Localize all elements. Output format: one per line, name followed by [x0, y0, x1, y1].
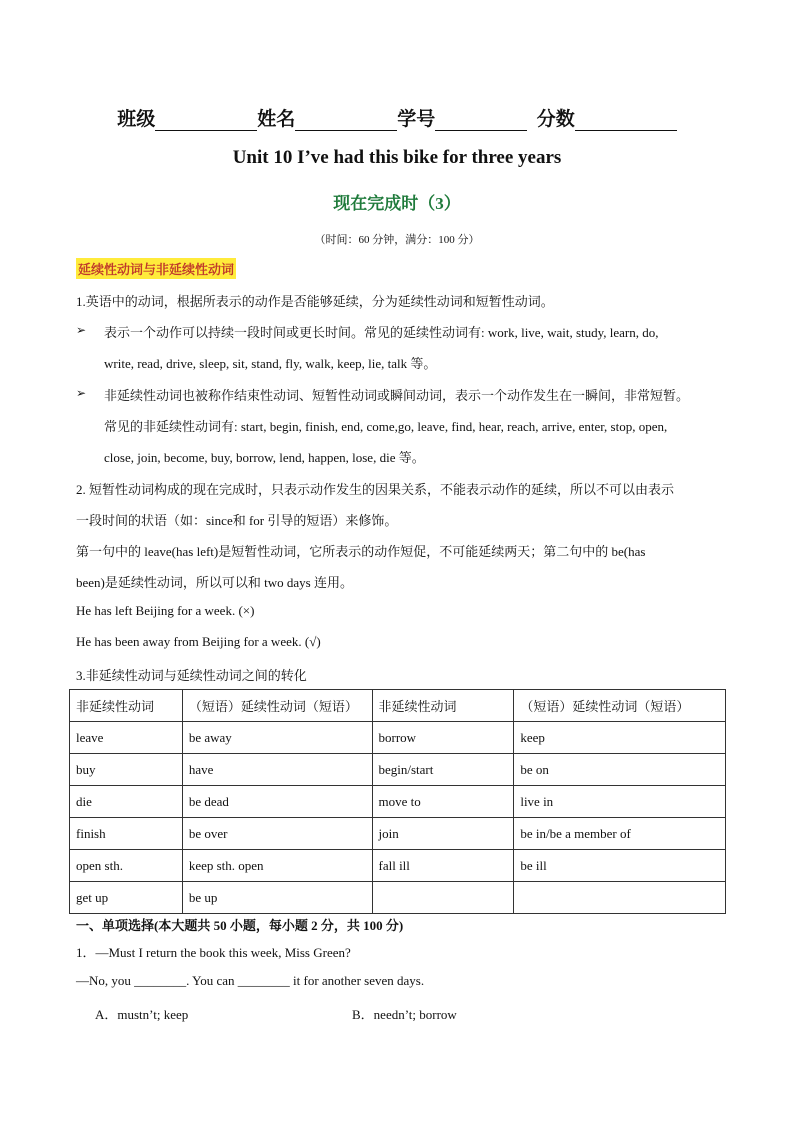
bullet-1-line-2: write, read, drive, sleep, sit, stand, fly, walk, keep, lie, talk 等。 — [104, 356, 437, 371]
paragraph-2-line-1: 2. 短暂性动词构成的现在完成时，只表示动作发生的因果关系，不能表示动作的延续，所以不可以由表示 — [76, 482, 675, 497]
table-cell: join — [372, 818, 514, 850]
table-cell: buy — [70, 754, 183, 786]
table-cell: live in — [514, 786, 726, 818]
paragraph-2-line-2: 一段时间的状语（如：since和 for 引导的短语）来修饰。 — [76, 513, 398, 528]
table-cell: keep — [514, 722, 726, 754]
table-cell: borrow — [372, 722, 514, 754]
table-cell: be on — [514, 754, 726, 786]
bullet-2-line-1: 非延续性动词也被称作结束性动词、短暂性动词或瞬间动词，表示一个动作发生在一瞬间，非常短暂。 — [104, 388, 690, 403]
paragraph-3-line-1: 第一句中的 leave(has left)是短暂性动词，它所表示的动作短促，不可能延续两天；第二句中的 be(has — [76, 544, 646, 559]
table-row — [70, 722, 726, 754]
table-cell: leave — [70, 722, 183, 754]
paragraph-1: 1.英语中的动词，根据所表示的动作是否能够延续，分为延续性动词和短暂性动词。 — [76, 294, 554, 309]
table-header-cell: 非延续性动词 — [372, 690, 514, 722]
example-2: He has been away from Beijing for a week. (√) — [76, 634, 321, 649]
student-info-header — [0, 104, 794, 131]
table-cell: be over — [182, 818, 372, 850]
table-header-row — [70, 690, 726, 722]
table-cell: have — [182, 754, 372, 786]
table-cell: open sth. — [70, 850, 183, 882]
table-header-cell: （短语）延续性动词（短语） — [182, 690, 372, 722]
table-row — [70, 754, 726, 786]
table-cell: fall ill — [372, 850, 514, 882]
name-label: 姓名 — [257, 109, 296, 130]
time-info: （时间：60 分钟，满分：100 分） — [314, 234, 480, 246]
table-cell: begin/start — [372, 754, 514, 786]
table-header-cell: （短语）延续性动词（短语） — [514, 690, 726, 722]
bullet-2-line-3: close, join, become, buy, borrow, lend, happen, lose, die 等。 — [104, 450, 425, 465]
bullet-arrow-icon: ➢ — [76, 323, 87, 337]
paragraph-4: 3.非延续性动词与延续性动词之间的转化 — [76, 668, 307, 683]
id-blank[interactable] — [435, 110, 527, 131]
question-1-option-b[interactable]: B．needn’t; borrow — [352, 1007, 457, 1022]
score-blank[interactable] — [575, 110, 677, 131]
name-blank[interactable] — [295, 110, 397, 131]
table-cell: move to — [372, 786, 514, 818]
table-cell: be up — [182, 882, 372, 914]
table-cell — [372, 882, 514, 914]
table-cell: be dead — [182, 786, 372, 818]
table-cell: be ill — [514, 850, 726, 882]
paragraph-3-line-2: been)是延续性动词，所以可以和 two days 连用。 — [76, 575, 353, 590]
table-row — [70, 786, 726, 818]
table-row — [70, 882, 726, 914]
table-cell: be away — [182, 722, 372, 754]
question-1-stem: 1．—Must I return the book this week, Miss Green? — [76, 945, 351, 960]
verb-conversion-table — [69, 689, 726, 914]
bullet-2-line-2: 常见的非延续性动词有: start, begin, finish, end, come,go, leave, find, hear, reach, arrive, enter, stop, open, — [104, 419, 668, 434]
example-1: He has left Beijing for a week. (×) — [76, 603, 255, 618]
table-header-cell: 非延续性动词 — [70, 690, 183, 722]
question-1-line-2: —No, you ________. You can ________ it for another seven days. — [76, 973, 425, 988]
class-blank[interactable] — [155, 110, 257, 131]
table-cell: get up — [70, 882, 183, 914]
table-cell — [514, 882, 726, 914]
table-cell: die — [70, 786, 183, 818]
class-label: 班级 — [117, 109, 156, 130]
bullet-1-line-1: 表示一个动作可以持续一段时间或更长时间。常见的延续性动词有: work, live, wait, study, learn, do, — [104, 325, 659, 340]
section-1-title: 一、单项选择(本大题共 50 小题，每小题 2 分，共 100 分) — [76, 918, 404, 933]
page-title: Unit 10 I’ve had this bike for three years — [232, 147, 562, 168]
table-cell: be in/be a member of — [514, 818, 726, 850]
table-row — [70, 818, 726, 850]
bullet-arrow-icon: ➢ — [76, 386, 87, 400]
question-1-option-a[interactable]: A．mustn’t; keep — [95, 1007, 189, 1022]
page-subtitle: 现在完成时（3） — [333, 194, 461, 213]
table-cell: finish — [70, 818, 183, 850]
section-highlight: 延续性动词与非延续性动词 — [76, 258, 236, 279]
id-label: 学号 — [397, 109, 436, 130]
table-cell: keep sth. open — [182, 850, 372, 882]
score-label: 分数 — [536, 109, 575, 130]
table-row — [70, 850, 726, 882]
